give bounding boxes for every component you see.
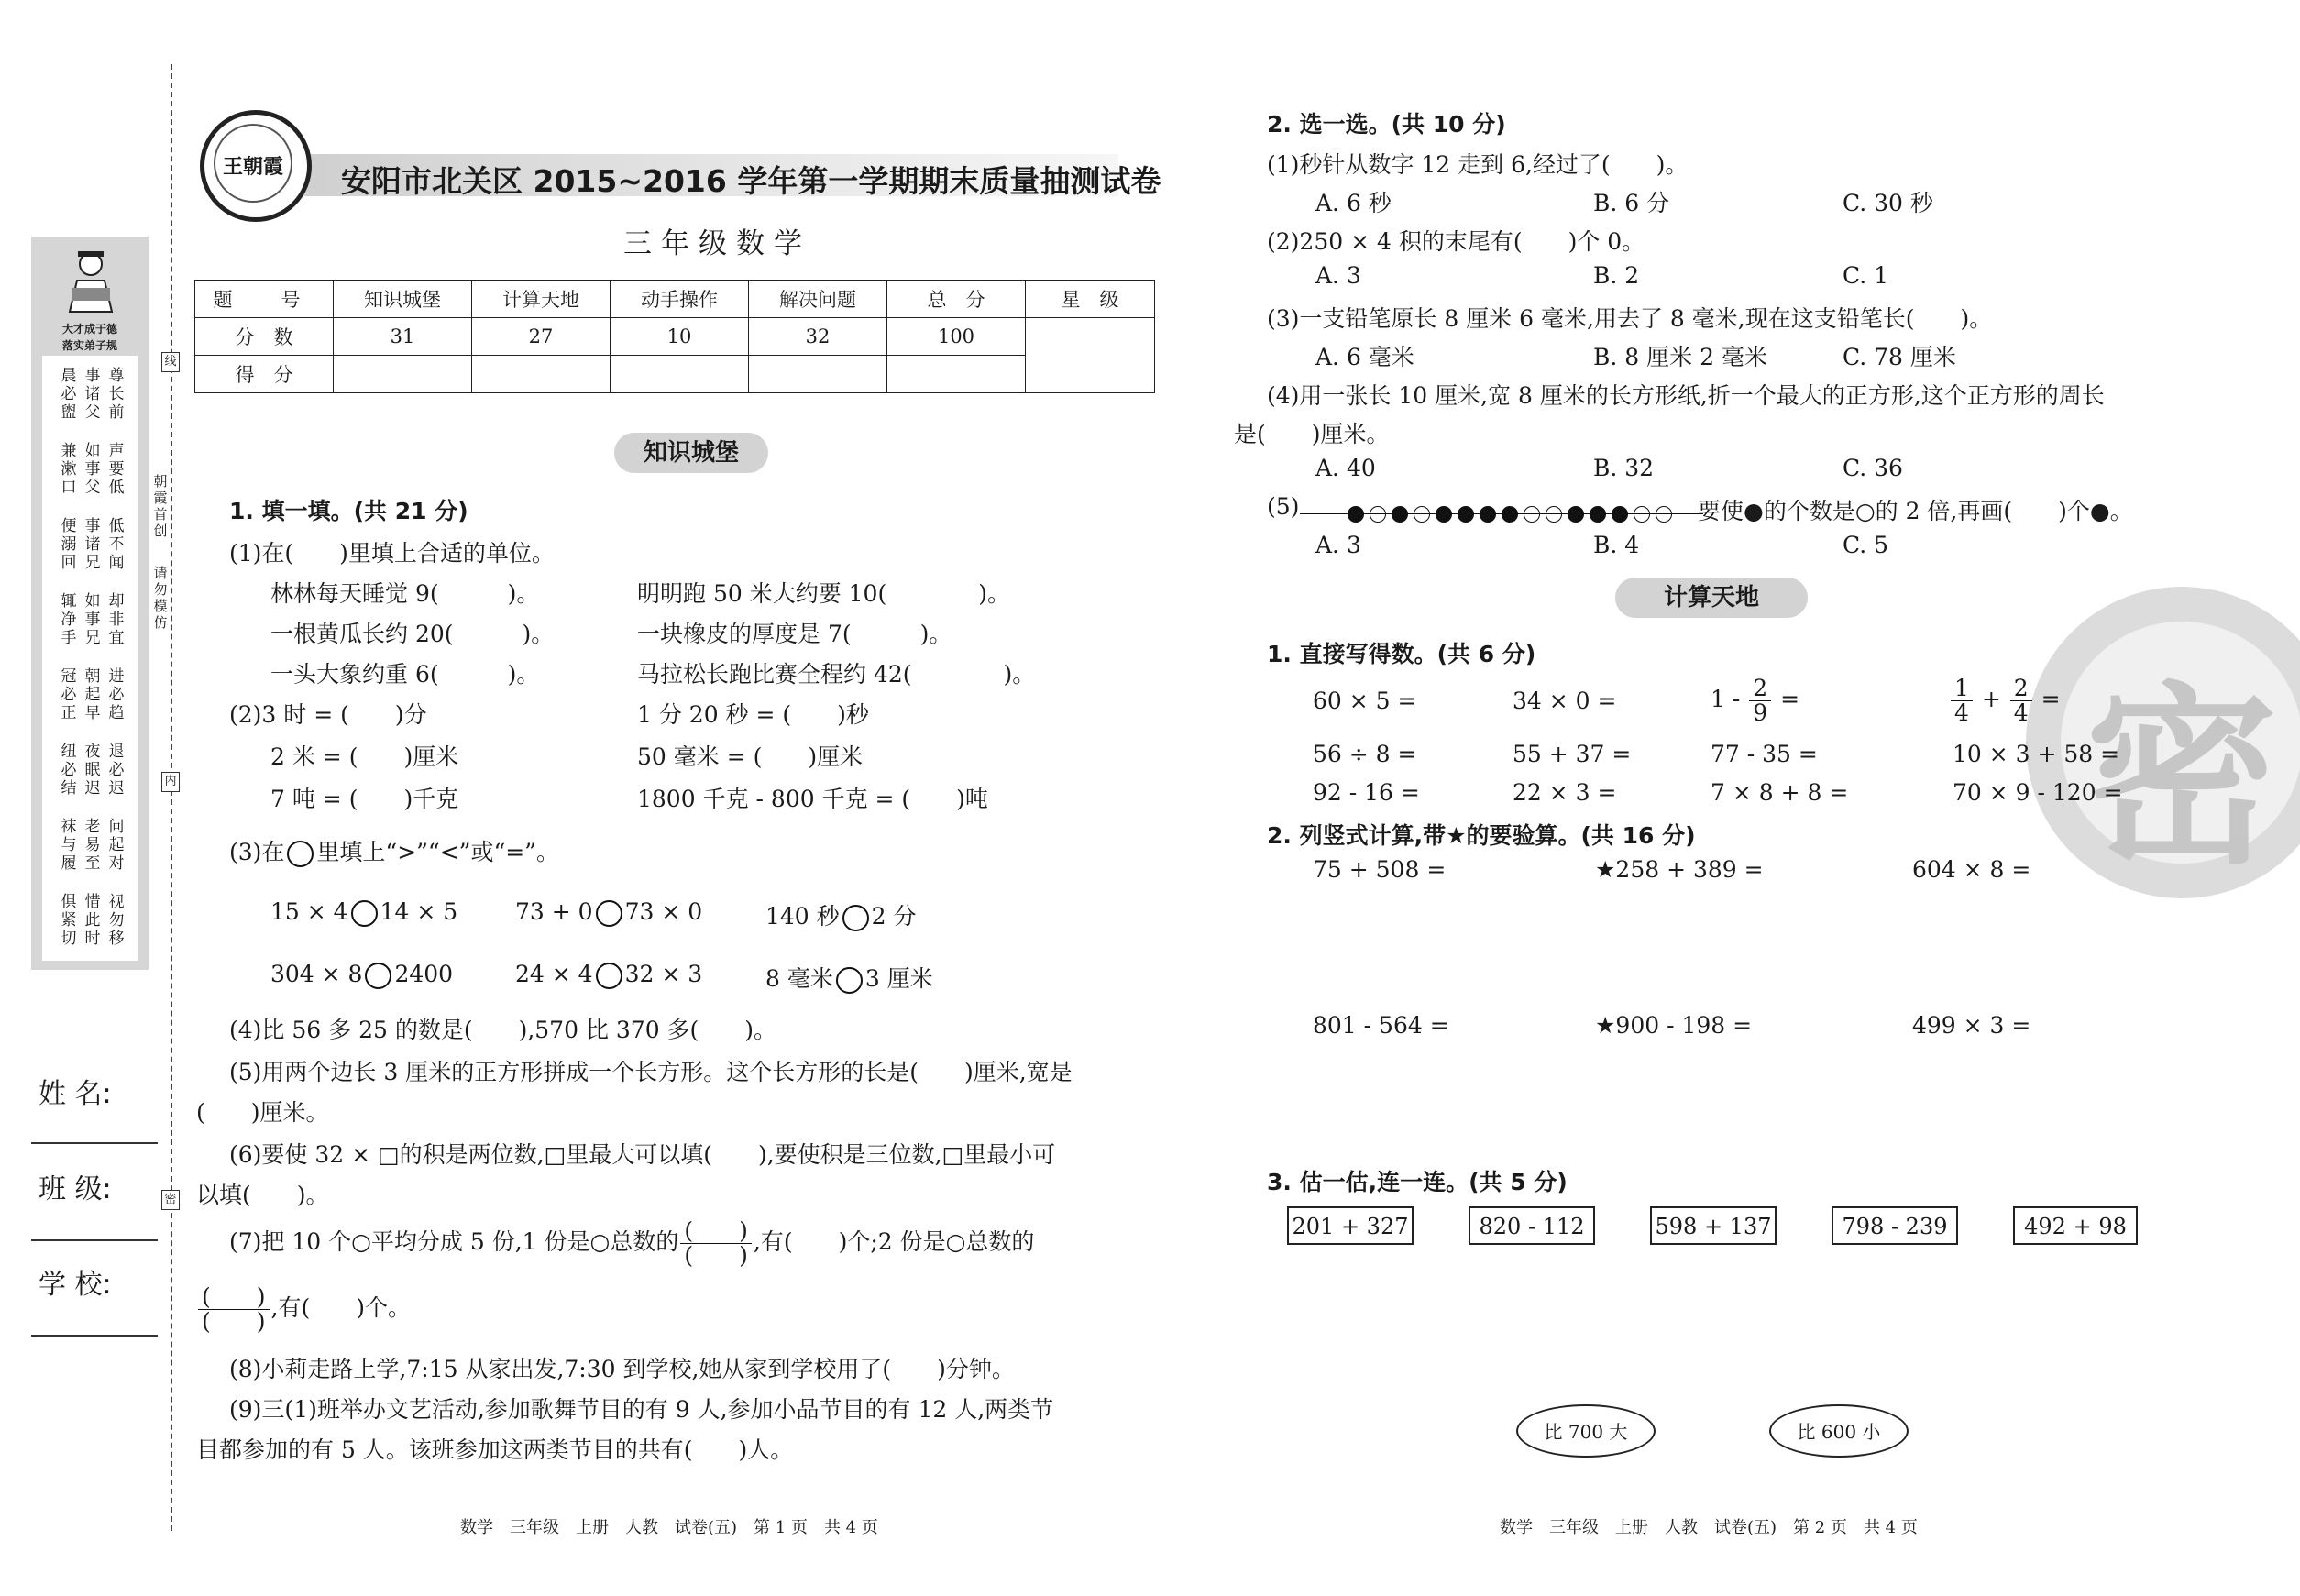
score-input-cell[interactable] [887, 356, 1026, 393]
q1-2-item: 7 吨 = ( )千克 [270, 786, 459, 812]
calc2-item: 604 × 8 = [1912, 856, 2031, 883]
fraction-blank[interactable]: $\frac{( )}{( )}$ [198, 1285, 270, 1334]
q1-3-lead: (3)在 [229, 839, 285, 865]
q1-9-line2: 目都参加的有 5 人。该班参加这两类节目的共有( )人。 [196, 1436, 794, 1463]
q1-2-item: 1 分 20 秒 = ( )秒 [637, 701, 869, 728]
rule-text: 如事父 [84, 442, 101, 497]
choice-option[interactable]: C. 5 [1843, 532, 1889, 558]
calc2-title: 2. 列竖式计算,带★的要验算。(共 16 分) [1267, 822, 1696, 849]
empty-bead [1370, 506, 1386, 523]
filled-bead [1436, 506, 1452, 523]
choice-option[interactable]: B. 2 [1593, 262, 1640, 289]
q1-7-line2: $\frac{( )}{( )}$ ,有( )个。 [196, 1285, 411, 1334]
compare-item: 24 × 4 32 × 3 [515, 961, 703, 987]
logo-text: 王朝霞 [222, 155, 283, 179]
rule-text: 夜眠迟 [84, 743, 101, 798]
score-input-cell[interactable] [749, 356, 887, 393]
calc1-item: 10 × 3 + 58 = [1953, 741, 2120, 767]
filled-bead [1612, 506, 1628, 523]
vertical-note-1: 朝霞首创 [153, 473, 168, 539]
choice-option[interactable]: B. 4 [1593, 532, 1640, 558]
school-label: 学 校: [39, 1269, 112, 1301]
section-knowledge-castle: 知识城堡 [614, 433, 768, 473]
rule-text: 低不闻 [108, 517, 125, 572]
rule-text: 惜此时 [84, 893, 101, 948]
filled-bead [1458, 506, 1474, 523]
rule-text: 视勿移 [108, 893, 125, 948]
calc1-item: 7 × 8 + 8 = [1711, 779, 1849, 806]
empty-bead [1656, 506, 1672, 523]
compare-item: 8 毫米 3 厘米 [765, 965, 933, 992]
empty-bead [1414, 506, 1430, 523]
filled-bead [1392, 506, 1408, 523]
empty-bead [1524, 506, 1540, 523]
compare-circle[interactable] [596, 900, 622, 927]
filled-bead [1590, 506, 1606, 523]
q1-1-item: 林林每天睡觉 9( )。 [270, 580, 540, 607]
rule-text: 晨必盥 [61, 367, 77, 422]
calc3-title: 3. 估一估,连一连。(共 5 分) [1267, 1169, 1568, 1195]
compare-item: 73 + 0 73 × 0 [515, 898, 703, 925]
bead-question-text: 要使●的个数是○的 2 倍,再画( )个●。 [1698, 498, 2133, 524]
choice-option[interactable]: B. 6 分 [1593, 190, 1670, 216]
empty-bead [1546, 506, 1562, 523]
q1-2-item: 50 毫米 = ( )厘米 [637, 743, 864, 770]
compare-circle[interactable] [596, 963, 622, 989]
compare-circle[interactable] [836, 967, 863, 994]
q1-5-line2: ( )厘米。 [196, 1099, 329, 1126]
calc1-item: 77 - 35 = [1711, 741, 1818, 767]
table-cell: 31 [334, 318, 472, 356]
compare-item: 140 秒 2 分 [765, 903, 917, 930]
q1-1-item: 一根黄瓜长约 20( )。 [270, 621, 555, 647]
q1-title: 1. 填一填。(共 21 分) [229, 498, 468, 524]
calc1-item: 92 - 16 = [1313, 779, 1420, 806]
q1-1-item: 一头大象约重 6( )。 [270, 661, 540, 688]
estimate-box[interactable]: 598 + 137 [1650, 1206, 1777, 1245]
brand-logo [200, 110, 312, 222]
rule-text: 声要低 [108, 442, 125, 497]
seal-mark-inside: 内 [161, 772, 180, 792]
empty-bead [1634, 506, 1650, 523]
choice-question: (5) [1267, 493, 1300, 520]
q1-5-line1: (5)用两个边长 3 厘米的正方形拼成一个长方形。这个长方形的长是( )厘米,宽是 [229, 1059, 1073, 1085]
q1-2-item: (2)3 时 = ( )分 [229, 701, 427, 728]
q1-7-line1: (7)把 10 个○平均分成 5 份,1 份是○总数的 $\frac{( )}{( )}$ ,有( )个;2 份是○总数的 [229, 1217, 1035, 1269]
rule-text: 事诸兄 [84, 517, 101, 572]
calc1-item: 56 ÷ 8 = [1313, 741, 1417, 767]
q2-title: 2. 选一选。(共 10 分) [1267, 111, 1506, 138]
q1-1-prompt: (1)在( )里填上合适的单位。 [229, 540, 555, 567]
q1-2-item: 2 米 = ( )厘米 [270, 743, 459, 770]
rule-text: 兼漱口 [61, 442, 77, 497]
compare-item: 15 × 4 14 × 5 [270, 898, 458, 925]
choice-question: (4)用一张长 10 厘米,宽 8 厘米的长方形纸,折一个最大的正方形,这个正方形的周长 [1267, 382, 2105, 409]
table-header: 星 级 [1026, 281, 1155, 318]
calc2-item: ★900 - 198 = [1595, 1012, 1753, 1039]
table-row [195, 281, 1155, 318]
watermark-char: 密 [2085, 666, 2278, 890]
score-input-cell[interactable] [472, 356, 611, 393]
exam-title: 安阳市北关区 2015~2016 学年第一学期期末质量抽测试卷 [341, 163, 1161, 199]
compare-circle[interactable] [365, 963, 391, 989]
q1-9-line1: (9)三(1)班举办文艺活动,参加歌舞节目的有 9 人,参加小品节目的有 12 人,两类节 [229, 1396, 1054, 1423]
choice-option[interactable]: A. 3 [1315, 262, 1361, 289]
estimate-box[interactable]: 820 - 112 [1469, 1206, 1595, 1245]
binding-dashed-line [171, 64, 172, 1531]
calc2-item: 499 × 3 = [1912, 1012, 2031, 1039]
q1-6-line1: (6)要使 32 × □的积是两位数,□里最大可以填( ),要使积是三位数,□里最小可 [229, 1141, 1056, 1168]
q1-2-item: 1800 千克 - 800 千克 = ( )吨 [637, 786, 988, 812]
q1-6-line2: 以填( )。 [196, 1182, 329, 1208]
target-oval-less-600[interactable]: 比 600 小 [1769, 1404, 1909, 1458]
page-footer-2: 数学 三年级 上册 人教 试卷(五) 第 2 页 共 4 页 [1500, 1518, 1918, 1537]
filled-bead [1480, 506, 1496, 523]
choice-question: (1)秒针从数字 12 走到 6,经过了( )。 [1267, 151, 1689, 178]
rule-text: 纽必结 [61, 743, 77, 798]
name-field[interactable] [31, 1142, 158, 1144]
table-row [195, 318, 1155, 356]
choice-option[interactable]: C. 30 秒 [1843, 190, 1933, 216]
compare-item: 304 × 8 2400 [270, 961, 454, 987]
table-header: 计算天地 [472, 281, 611, 318]
q1-3-prompt [229, 834, 559, 867]
class-label: 班 级: [39, 1173, 112, 1205]
table-cell: 100 [887, 318, 1026, 356]
rule-text: 进必趋 [108, 667, 125, 722]
score-input-cell[interactable] [611, 356, 749, 393]
q1-1-item: 一块橡皮的厚度是 7( )。 [637, 621, 952, 647]
q1-1-item: 马拉松长跑比赛全程约 42( )。 [637, 661, 1036, 688]
calc2-item: 801 - 564 = [1313, 1012, 1449, 1039]
filled-bead [1502, 506, 1518, 523]
rule-text: 问起对 [108, 818, 125, 873]
rule-text: 退必迟 [108, 743, 125, 798]
rule-text: 老易至 [84, 818, 101, 873]
choice-option[interactable]: A. 6 秒 [1315, 190, 1392, 216]
sidebar-rules-inner [42, 356, 138, 961]
logo-ring [214, 124, 292, 203]
estimate-box[interactable]: 492 + 98 [2013, 1206, 2138, 1245]
choice-option[interactable]: C. 1 [1843, 262, 1889, 289]
score-input-cell[interactable] [334, 356, 472, 393]
fraction-blank[interactable]: $\frac{( )}{( )}$ [680, 1219, 752, 1268]
choice-question: (2)250 × 4 积的末尾有( )个 0。 [1267, 228, 1645, 255]
seal-mark-line: 线 [161, 352, 180, 372]
rule-text: 尊长前 [108, 367, 125, 422]
section-calculation: 计算天地 [1615, 578, 1808, 618]
calc1-title: 1. 直接写得数。(共 6 分) [1267, 641, 1536, 667]
rule-text: 俱紧切 [61, 893, 77, 948]
calc2-item: 75 + 508 = [1313, 856, 1447, 883]
q1-1-item: 明明跑 50 米大约要 10( )。 [637, 580, 1010, 607]
rule-text: 冠必正 [61, 667, 77, 722]
calc1-fraction-item: 1 - $\frac{2}{9}$ = [1711, 675, 1800, 726]
q1-8: (8)小莉走路上学,7:15 从家出发,7:30 到学校,她从家到学校用了( )分钟。 [229, 1356, 1015, 1382]
star-rating-cell[interactable] [1026, 318, 1155, 393]
table-header: 总 分 [887, 281, 1026, 318]
table-row [195, 356, 1155, 393]
calc1-item: 22 × 3 = [1513, 779, 1617, 806]
rule-text: 事诸父 [84, 367, 101, 422]
vertical-note-2: 请勿模仿 [153, 565, 168, 631]
compare-circle[interactable] [351, 900, 378, 927]
table-header: 解决问题 [749, 281, 887, 318]
estimate-box[interactable]: 798 - 239 [1832, 1206, 1958, 1245]
filled-bead [1348, 506, 1364, 523]
calc2-item: ★258 + 389 = [1595, 856, 1764, 883]
rule-text: 朝起早 [84, 667, 101, 722]
table-cell: 32 [749, 318, 887, 356]
compare-circle[interactable] [842, 905, 869, 931]
q1-3-tail: 里填上“>”“<”或“=”。 [316, 839, 559, 865]
target-oval-greater-700[interactable]: 比 700 大 [1516, 1404, 1656, 1458]
choice-option[interactable]: C. 78 厘米 [1843, 344, 1956, 370]
motto-line-2: 落实弟子规 [61, 339, 117, 352]
rule-text: 袜与履 [61, 818, 77, 873]
score-table [194, 280, 1155, 393]
motto-line-1: 大才成于德 [61, 323, 117, 336]
rule-text: 却非宜 [108, 592, 125, 647]
exam-subtitle: 三年级数学 [623, 227, 811, 260]
choice-option[interactable]: A. 40 [1315, 455, 1376, 481]
choice-option[interactable]: B. 8 厘米 2 毫米 [1593, 344, 1767, 370]
class-field[interactable] [31, 1239, 158, 1241]
choice-option[interactable]: A. 3 [1315, 532, 1361, 558]
choice-option[interactable]: C. 36 [1843, 455, 1903, 481]
table-header: 动手操作 [611, 281, 749, 318]
table-header: 知识城堡 [334, 281, 472, 318]
circle-icon [287, 841, 314, 867]
calc1-fraction-item: $\frac{1}{4}$ + $\frac{2}{4}$ = [1949, 677, 2061, 725]
choice-option[interactable]: A. 6 毫米 [1315, 344, 1414, 370]
row-label: 得 分 [195, 356, 334, 393]
q1-4: (4)比 56 多 25 的数是( ),570 比 370 多( )。 [229, 1017, 777, 1043]
choice-option[interactable]: B. 32 [1593, 455, 1655, 481]
school-field[interactable] [31, 1335, 158, 1337]
calc1-item: 60 × 5 = [1313, 688, 1417, 714]
estimate-box[interactable]: 201 + 327 [1287, 1206, 1414, 1245]
calc1-item: 70 × 9 - 120 = [1953, 779, 2123, 806]
row-label: 分 数 [195, 318, 334, 356]
table-cell: 10 [611, 318, 749, 356]
rule-text: 便溺回 [61, 517, 77, 572]
rule-text: 辄净手 [61, 592, 77, 647]
seal-mark-secret: 密 [161, 1190, 180, 1210]
table-cell: 27 [472, 318, 611, 356]
filled-bead [1568, 506, 1584, 523]
name-label: 姓 名: [39, 1078, 112, 1110]
calc1-item: 34 × 0 = [1513, 688, 1617, 714]
table-header: 题 号 [195, 281, 334, 318]
page-footer-1: 数学 三年级 上册 人教 试卷(五) 第 1 页 共 4 页 [460, 1518, 878, 1537]
scholar-figure-icon [62, 249, 119, 314]
choice-question: (3)一支铅笔原长 8 厘米 6 毫米,用去了 8 毫米,现在这支铅笔长( )。 [1267, 305, 1993, 332]
rule-text: 如事兄 [84, 592, 101, 647]
sidebar-rules-panel [31, 237, 149, 970]
choice-question-cont: 是( )厘米。 [1234, 421, 1390, 447]
calc1-item: 55 + 37 = [1513, 741, 1632, 767]
